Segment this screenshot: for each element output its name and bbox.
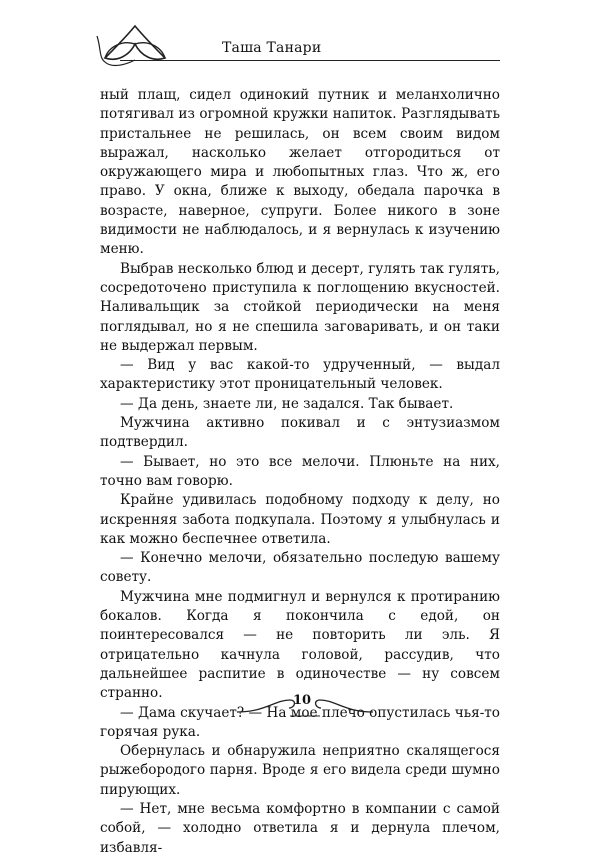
- paragraph: — Дама скучает? — На мое плечо опустилась чья-то горячая рука.: [100, 704, 500, 740]
- running-title: Таша Танари: [222, 40, 322, 56]
- body-text: [100, 86, 500, 858]
- paragraph: — Конечно мелочи, обязательно последую вашему совету.: [100, 550, 500, 586]
- paragraph: — Да день, знаете ли, не задался. Так бывает.: [120, 395, 454, 412]
- paragraph: Выбрав несколько блюд и десерт, гулять так гулять, сосредоточено приступила к поглощению вкусностей. Наливальщик за стойкой периодически на меня поглядывал, но я не спешила заговаривать, и он таки не выдержал первым.: [100, 260, 500, 354]
- paragraph: Мужчина активно покивал и с энтузиазмом подтвердил.: [100, 415, 500, 451]
- paragraph: ный плащ, сидел одинокий путник и меланхолично потягивал из огромной кружки напиток. Разглядывать пристальнее не решилась, он всем своим видом выражал, насколько желает отгородиться от окружающего мира и любопытных глаз. Что ж, его право. У окна, ближе к выходу, обедала парочка в возрасте, наверное, супруги. Более никого в зоне видимости не наблюдалось, и я вернулась к изучению меню.: [100, 87, 500, 258]
- paragraph: — Вид у вас какой-то удрученный, — выдал характеристику этот проницательный человек.: [100, 357, 500, 393]
- paragraph: — Бывает, но это все мелочи. Плюньте на них, точно вам говорю.: [100, 453, 500, 489]
- header-rule: [120, 60, 500, 61]
- paragraph: Мужчина мне подмигнул и вернулся к протиранию бокалов. Когда я покончила с едой, он поинтересовался — не повторить ли эль. Я отрицательно качнула головой, рассудив, что дальнейшее распитие в одиночестве — ну совсем странно.: [100, 588, 500, 702]
- triquetra-flourish-icon: [95, 18, 175, 78]
- paragraph: Обернулась и обнаружила неприятно скалящегося рыжебородого парня. Вроде я его видела среди шумно пирующих.: [100, 743, 500, 798]
- paragraph: — Нет, мне весьма комфортно в компании с самой собой, — холодно ответила я и дернула плечом, избавля-: [100, 800, 500, 856]
- paragraph: Крайне удивилась подобному подходу к делу, но искренняя забота подкупала. Поэтому я улыбнулась и как можно беспечнее ответила.: [100, 492, 500, 547]
- page-number: 10: [292, 693, 312, 708]
